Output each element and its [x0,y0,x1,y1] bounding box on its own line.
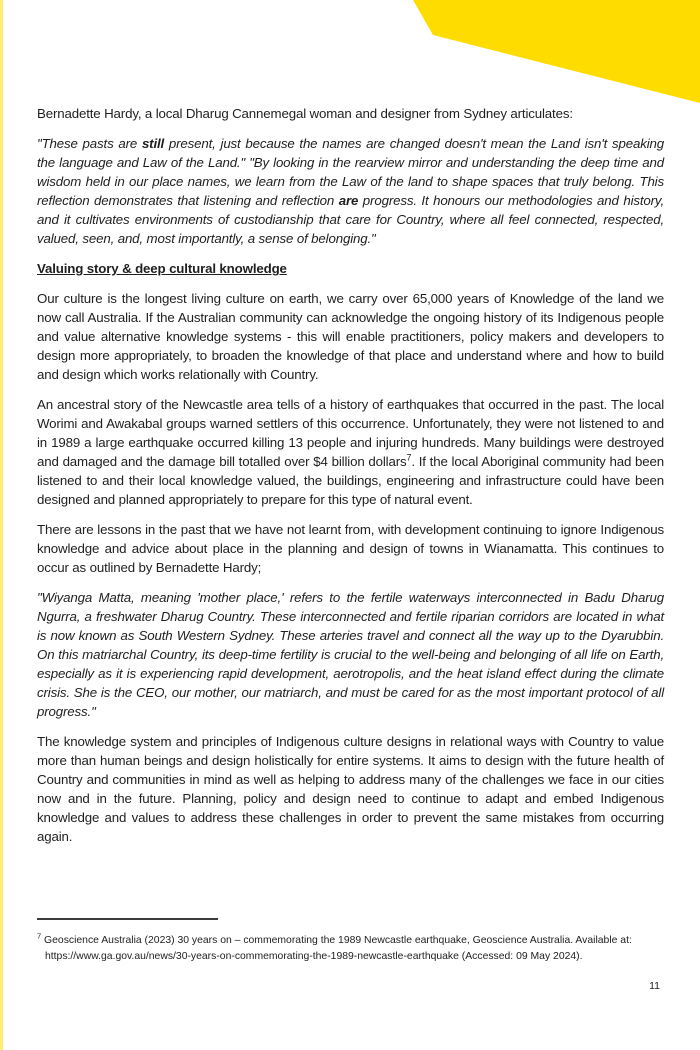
earthquake-text-a: An ancestral story of the Newcastle area tells of a history of earthquakes that occurred in the past. The local Worimi and Awakabal groups warned settlers of this occurrence. Unfortunately, they were not listened to and in 1989 a large earthquake occurred killing 13 people and injuring hundreds. Many buildings were destroyed and damaged and the damage bill totalled over $4 billion dollars [37,397,664,469]
culture-paragraph: Our culture is the longest living culture on earth, we carry over 65,000 years of Knowledge of the land we now call Australia. If the Australian community can acknowledge the ongoing history of its Indigenous people and value alternative knowledge systems - this will enable practitioners, policy makers and developers to design more appropriately, to broaden the knowledge of that place and understand where and how to build and design which works relationally with Country. [37,291,664,382]
quote1-text-c: present, just because the names are changed doesn't mean the Land isn't speaking the language and Law of the Land." "By looking in the rearview mirror and understanding the deep time and wisdom held in our place names, we learn from the Law of the land to shape spaces that truly belong. This reflection demonstrates that listening and reflection [37,136,664,208]
yellow-corner-decoration [0,0,700,110]
quote1-bold-are: are [338,193,359,208]
footnote-marker: 7 [37,931,42,941]
quote1-text-e: progress. It honours our methodologies and history, and it cultivates environments of custodianship that care for Country, where all feel connected, respected, valued, seen, and, most importantly, a sense of belonging." [37,193,664,246]
page-body [37,104,664,857]
footnote-reference-7: 7 [406,452,412,463]
footnote-separator-rule [37,918,218,920]
yellow-corner-polygon [413,0,700,103]
quote1-text-a: "These pasts are [37,136,142,151]
earthquake-text-b: . If the local Aboriginal community had been listened to and their local knowledge valued, the buildings, engineering and infrastructure could have been designed and planned appropriately to prepare for this type of natural event. [37,454,664,507]
knowledge-paragraph: The knowledge system and principles of Indigenous culture designs in relational ways with Country to value more than human beings and design holistically for entire systems. It aims to design with the future health of Country and communities in mind as well as helping to address many of the challenges we face in our cities now and in the future. Planning, policy and design need to continue to adapt and embed Indigenous knowledge and values to address these challenges in order to prevent the same mistakes from occurring again. [37,734,664,844]
quote-paragraph-2: "Wiyanga Matta, meaning 'mother place,' refers to the fertile waterways interconnected in Badu Dharug Ngurra, a freshwater Dharug Country. These interconnected and fertile riparian corridors are located in what is now known as South Western Sydney. These arteries travel and connect all the way up to the Dyarubbin. On this matriarchal Country, its deep-time fertility is crucial to the well-being and belonging of all life on Earth, especially as it is experiencing rapid development, aerotropolis, and the heat island effect during the climate crisis. She is the CEO, our mother, our matriarch, and must be cared for as the most important protocol of all progress." [37,590,664,719]
quote1-bold-still: still [141,136,165,151]
left-edge-stripe [0,0,3,1050]
section-heading: Valuing story & deep cultural knowledge [37,261,287,276]
page-number: 11 [649,980,660,992]
footnote-text: Geoscience Australia (2023) 30 years on – commemorating the 1989 Newcastle earthquake, Geoscience Australia. Available at: https://www.ga.gov.au/news/30-years-on-commemorating-the-1989-newcastle-earthquake (Accessed: 09 May 2024). [41,935,632,962]
lessons-paragraph: There are lessons in the past that we have not learnt from, with development continuing to ignore Indigenous knowledge and advice about place in the planning and design of towns in Wianamatta. This continues to occur as outlined by Bernadette Hardy; [37,522,664,575]
quote-paragraph-1 [37,134,664,248]
earthquake-paragraph [37,395,664,509]
intro-paragraph: Bernadette Hardy, a local Dharug Cannemegal woman and designer from Sydney articulates: [37,106,573,121]
footnote [37,933,677,964]
